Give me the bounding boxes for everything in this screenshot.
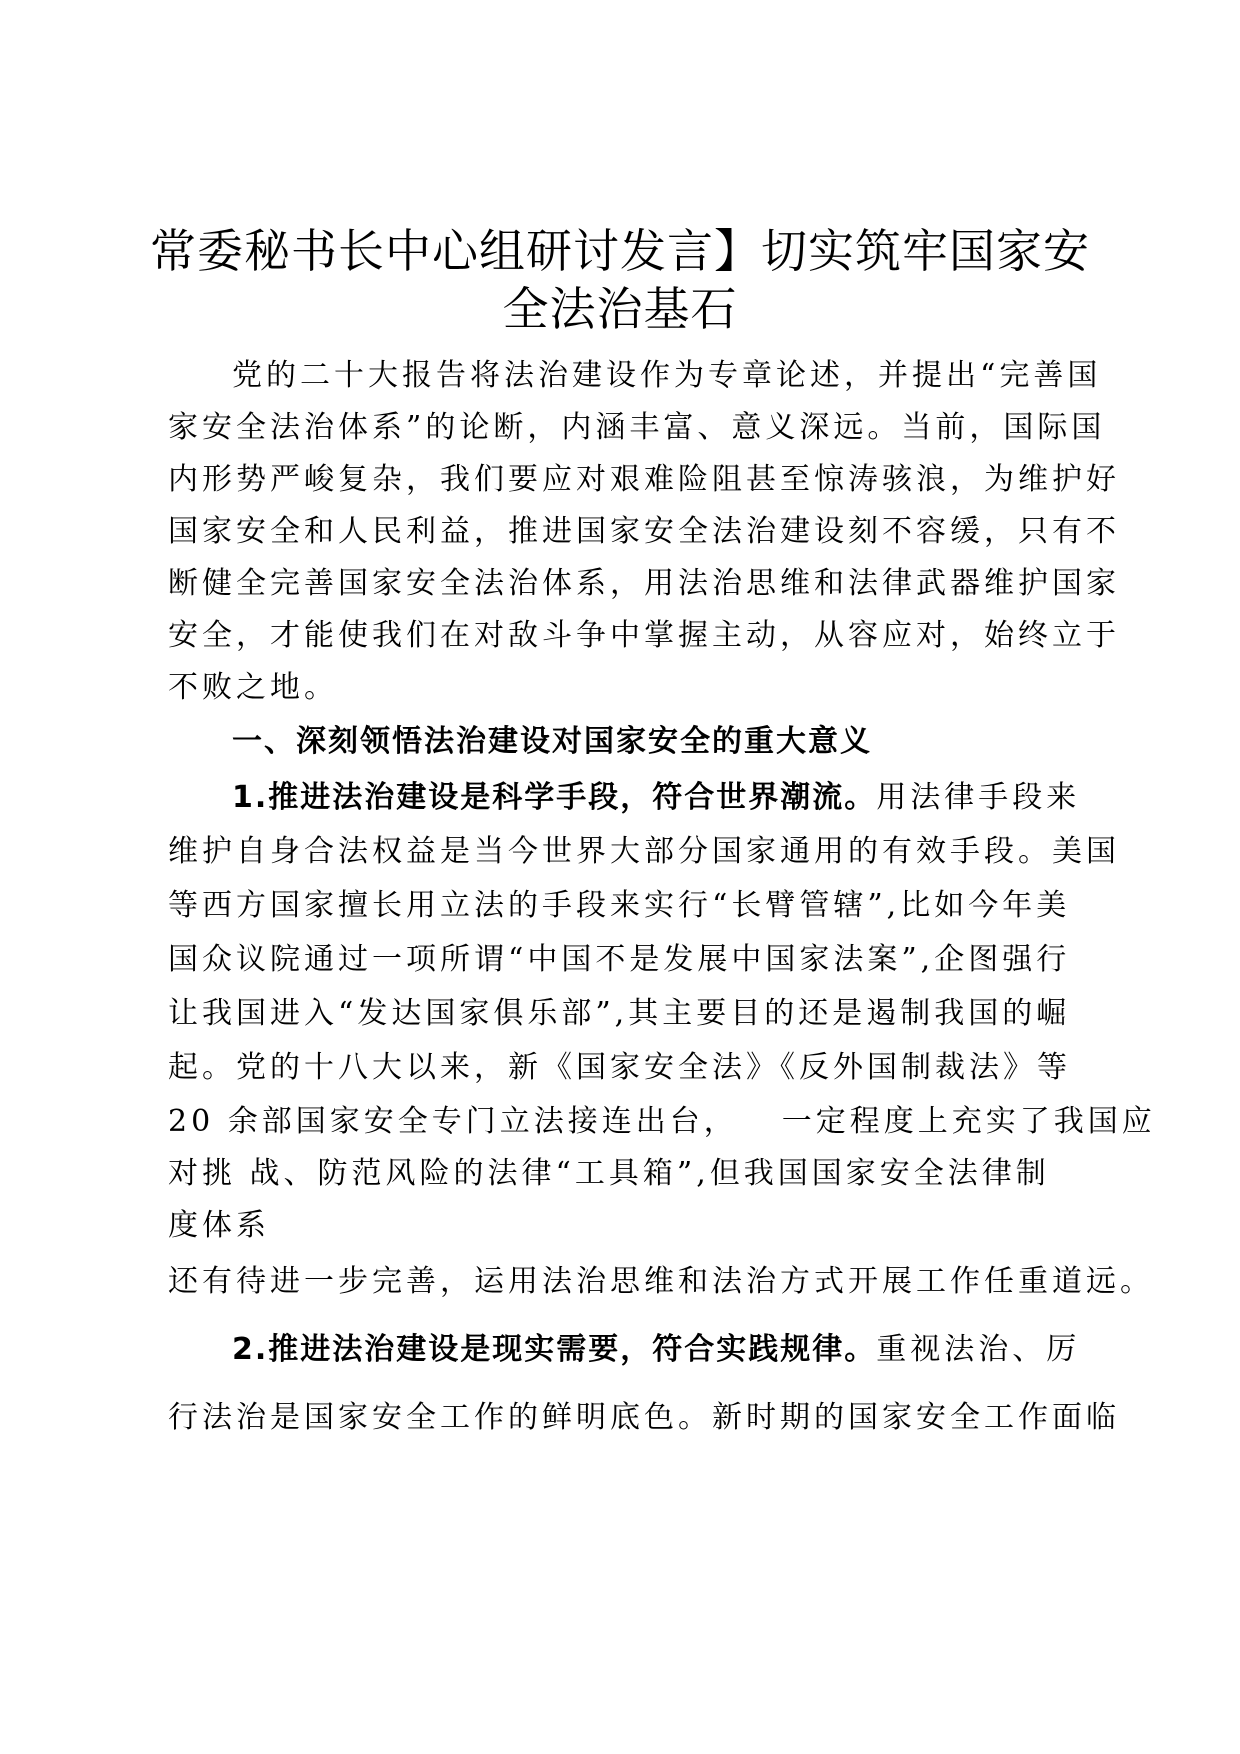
point-1-line: 起。党的十八大以来，新《国家安全法》《反外国制裁法》等 — [168, 1050, 1071, 1085]
intro-line: 断健全完善国家安全法治体系，用法治思维和法律武器维护国家 — [168, 566, 1120, 601]
point-2-first-line — [232, 1330, 1098, 1370]
intro-line: 内形势严峻复杂，我们要应对艰难险阻甚至惊涛骇浪，为维护好 — [168, 462, 1120, 497]
document-title — [150, 222, 1090, 338]
point-1-line: 度体系 — [168, 1208, 270, 1243]
point-1-first-line-rest: 用法律手段来 — [876, 780, 1081, 815]
point-2-first-line-rest: 重视法治、厉 — [876, 1332, 1081, 1367]
section-heading: 一、深刻领悟法治建设对国家安全的重大意义 — [232, 724, 872, 759]
point-1-line: 等西方国家擅长用立法的手段来实行“长臂管辖”,比如今年美 — [168, 888, 1071, 923]
point-2-line: 行法治是国家安全工作的鲜明底色。新时期的国家安全工作面临 — [168, 1400, 1120, 1435]
intro-line: 不败之地。 — [168, 670, 338, 705]
point-1-line-20 — [168, 1102, 1156, 1142]
point-1-line: 维护自身合法权益是当今世界大部分国家通用的有效手段。美国 — [168, 834, 1120, 869]
intro-line: 党的二十大报告将法治建设作为专章论述，并提出“完善国 — [232, 358, 1102, 393]
intro-line: 安全，才能使我们在对敌斗争中掌握主动，从容应对，始终立于 — [168, 618, 1120, 653]
intro-line: 家安全法治体系”的论断，内涵丰富、意义深远。当前，国际国 — [168, 410, 1106, 445]
point-1-first-line — [232, 778, 1098, 818]
title-line-1: 常委秘书长中心组研讨发言】切实筑牢国家安 — [150, 224, 1090, 278]
point-1-line: 对挑 战、防范风险的法律“工具箱”,但我国国家安全法律制 — [168, 1156, 1050, 1191]
point-2-lead: 2.推进法治建设是现实需要，符合实践规律。 — [232, 1332, 877, 1367]
intro-line: 国家安全和人民利益，推进国家安全法治建设刻不容缓，只有不 — [168, 514, 1120, 549]
point-1-line: 国众议院通过一项所谓“中国不是发展中国家法案”,企图强行 — [168, 942, 1071, 977]
point-1-last-line: 还有待进一步完善，运用法治思维和法治方式开展工作任重道远。 — [168, 1264, 1154, 1299]
point-1-line-20-part-b: 一定程度上充实了我国应 — [781, 1104, 1156, 1139]
point-1-line: 让我国进入“发达国家俱乐部”,其主要目的还是遏制我国的崛 — [168, 996, 1071, 1031]
title-line-2: 全法治基石 — [502, 282, 738, 336]
point-1-line-20-part-a: 20 余部国家安全专门立法接连出台， — [168, 1104, 738, 1139]
point-1-lead: 1.推进法治建设是科学手段，符合世界潮流。 — [232, 780, 877, 815]
